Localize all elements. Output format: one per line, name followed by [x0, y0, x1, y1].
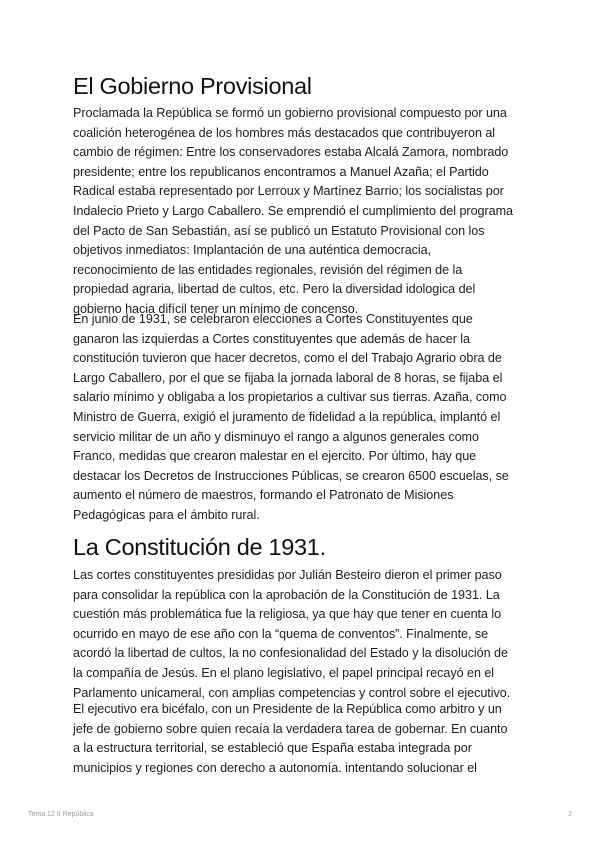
paragraph-constitucion-1 — [73, 566, 510, 703]
text-line: para consolidar la república con la aprobación de la Constitución de 1931. La — [73, 587, 500, 602]
text-line: reconocimiento de las entidades regionales, revisión del régimen de la — [73, 262, 463, 277]
text-line: coalición heterogénea de los hombres más destacados que contribuyeron al — [73, 125, 496, 140]
text-line: la compañía de Jesús. En el plano legislativo, el papel principal recayó en el — [73, 665, 495, 680]
heading-constitucion-1931: La Constitución de 1931. — [73, 534, 326, 560]
paragraph-gobierno-1 — [73, 104, 513, 320]
footer-page-number: 2 — [568, 811, 572, 818]
heading-gobierno-provisional: El Gobierno Provisional — [73, 73, 312, 99]
text-line: salario mínimo y obligaba a los propietarios a cultivar sus tierras. Azaña, como — [73, 390, 507, 405]
text-line: Ministro de Guerra, exigió el juramento de fidelidad a la república, implantó el — [73, 409, 501, 424]
text-line: objetivos inmediatos: Implantación de una auténtica democracia, — [73, 243, 432, 258]
text-line: acordó la libertad de cultos, la no confesionalidad del Estado y la disolución de — [73, 646, 508, 661]
text-line: constitución tuvieron que hacer decretos, como el del Trabajo Agrario obra de — [73, 351, 502, 366]
text-line: gobierno hacia difícil tener un mínimo de concenso. — [73, 301, 359, 316]
text-line: aumento el número de maestros, formando el Patronato de Misiones — [73, 488, 454, 503]
text-line: propiedad agraria, libertad de cultos, etc. Pero la diversidad idologica del — [73, 282, 476, 297]
text-line: presidente; entre los republicanos encontramos a Manuel Azaña; el Partido — [73, 164, 489, 179]
text-line: cambio de régimen: Entre los conservadores estaba Alcalá Zamora, nombrado — [73, 145, 509, 160]
paragraph-constitucion-2 — [73, 700, 507, 778]
text-line: Largo Caballero, por el que se fijaba la jornada laboral de 8 horas, se fijaba el — [73, 370, 503, 385]
text-line: a la estructura territorial, se estableció que España estaba integrada por — [73, 741, 472, 756]
text-line: jefe de gobierno sobre quien recaía la verdadera tarea de gobernar. En cuanto — [73, 721, 508, 736]
text-line: Indalecio Prieto y Largo Caballero. Se emprendió el cumplimiento del programa — [73, 203, 513, 218]
text-line: Radical estaba representado por Lerroux y Martínez Barrio; los socialistas por — [73, 184, 504, 199]
paragraph-gobierno-2 — [73, 310, 509, 526]
text-line: Las cortes constituyentes presididas por Julián Besteiro dieron el primer paso — [73, 568, 502, 582]
text-line: Pedagógicas para el ámbito rural. — [73, 507, 260, 522]
text-line: del Pacto de San Sebastián, así se publicó un Estatuto Provisional con los — [73, 223, 485, 238]
text-line: En junio de 1931, se celebraron elecciones a Cortes Constituyentes que — [73, 312, 473, 326]
text-line: Parlamento unicameral, con amplias competencias y control sobre el ejecutivo. — [73, 685, 511, 700]
text-line: El ejecutivo era bicéfalo, con un Presidente de la República como arbitro y un — [73, 702, 502, 716]
text-line: cuestión más problemática fue la religiosa, ya que hay que tener en cuenta lo — [73, 607, 502, 622]
text-line: Franco, medidas que crearon malestar en el ejercito. Por último, hay que — [73, 449, 477, 464]
footer-document-title: Tema 12 II República — [28, 811, 94, 818]
text-line: ocurrido en mayo de ese año con la “quema de conventos”. Finalmente, se — [73, 626, 489, 641]
text-line: servicio militar de un año y disminuyo el rango a algunos generales como — [73, 429, 479, 444]
page-footer — [28, 811, 572, 823]
text-line: municipios y regiones con derecho a autonomía. intentando solucionar el — [73, 760, 477, 775]
text-line: ganaron las izquierdas a Cortes constituyentes que además de hacer la — [73, 331, 470, 346]
text-line: Proclamada la República se formó un gobierno provisional compuesto por una — [73, 106, 507, 120]
text-line: destacar los Decretos de Instrucciones Públicas, se crearon 6500 escuelas, se — [73, 468, 509, 483]
